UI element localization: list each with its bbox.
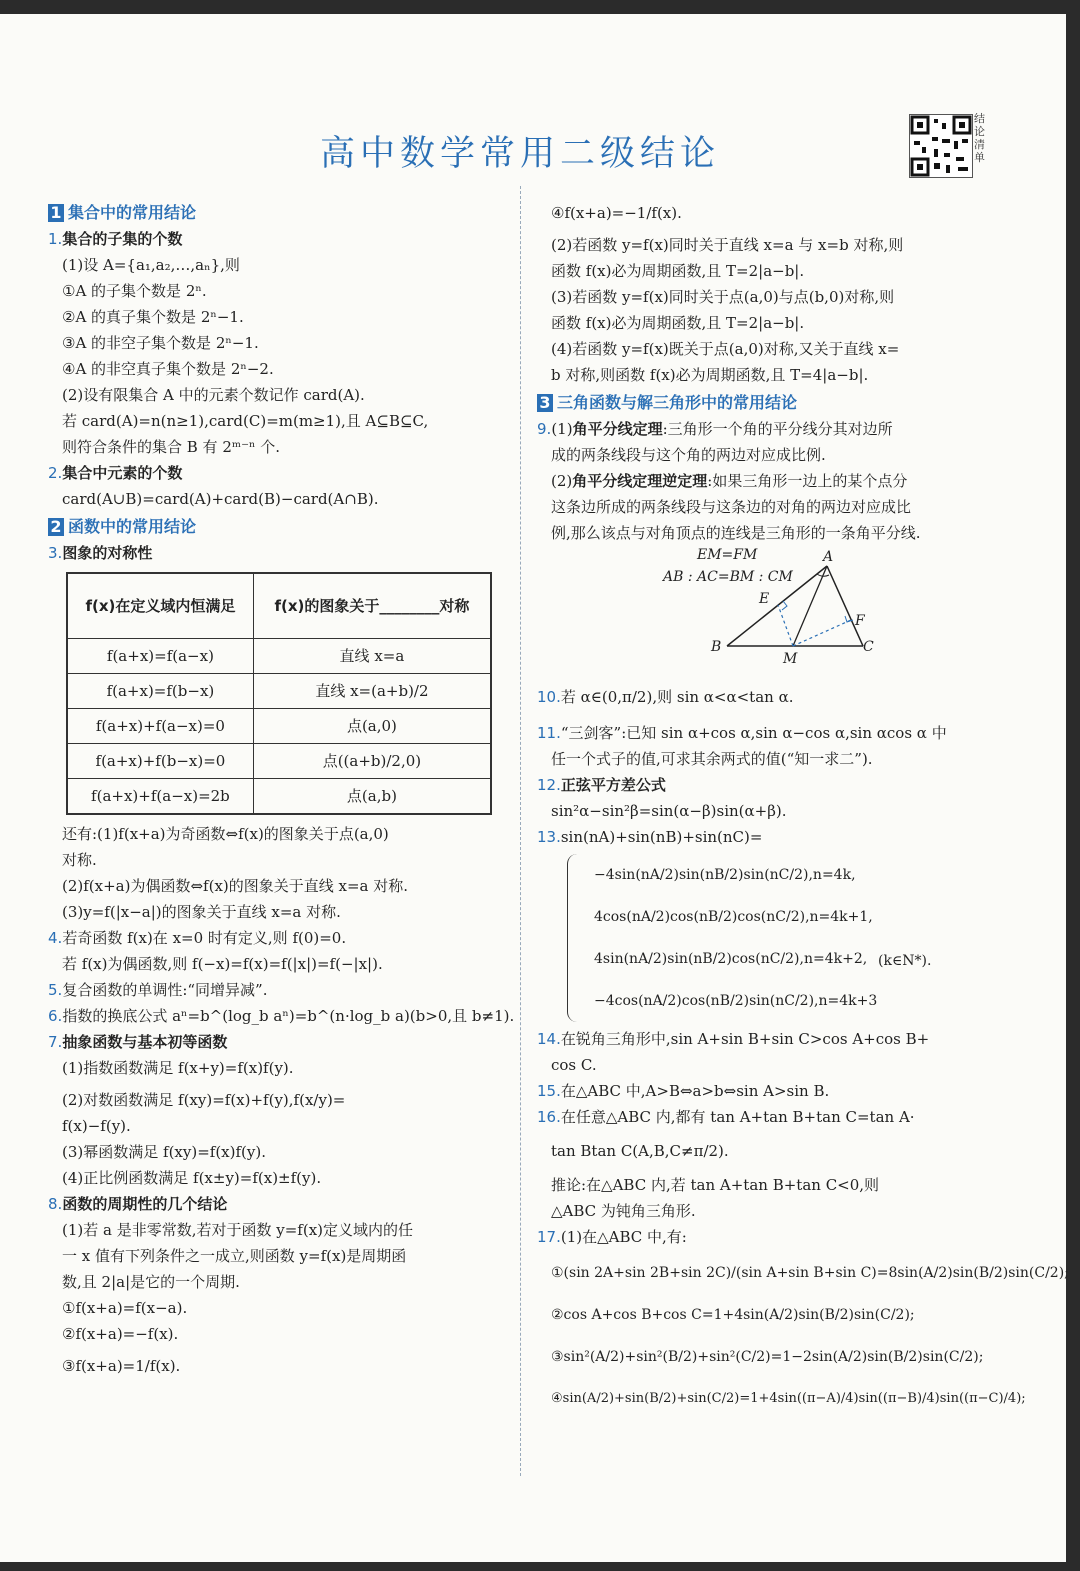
text-line: ③sin²(A/2)+sin²(B/2)+sin²(C/2)=1−2sin(A/2)sin(B/2)sin(C/2); — [551, 1349, 984, 1365]
text-line: ④A 的非空真子集个数是 2ⁿ−2. — [62, 360, 274, 378]
text-line: ③f(x+a)=1/f(x). — [62, 1357, 181, 1375]
text-line: 若 f(x)为偶函数,则 f(−x)=f(x)=f(|x|)=f(−|x|). — [62, 955, 383, 973]
table-cell: 点(a,b) — [253, 779, 491, 815]
item-10: 10.若 α∈(0,π/2),则 sin α<α<tan α. — [537, 688, 794, 706]
figure-label: AB : AC=BM : CM — [663, 569, 793, 585]
text-line: 则符合条件的集合 B 有 2ᵐ⁻ⁿ 个. — [62, 438, 281, 456]
table-cell: f(a+x)+f(a−x)=0 — [67, 709, 253, 744]
table-cell: f(a+x)=f(a−x) — [67, 639, 253, 674]
item-11: 11.“三剑客”:已知 sin α+cos α,sin α−cos α,sin αcos α 中 — [537, 724, 947, 742]
item-14: 14.在锐角三角形中,sin A+sin B+sin C>cos A+cos B+ — [537, 1030, 930, 1048]
item-12-title: 12.正弦平方差公式 — [537, 776, 666, 794]
case-line: 4sin(nA/2)sin(nB/2)cos(nC/2),n=4k+2, — [594, 951, 868, 967]
case-condition: (k∈N*). — [878, 953, 932, 969]
text-line: (3)若函数 y=f(x)同时关于点(a,0)与点(b,0)对称,则 — [551, 288, 895, 306]
text-line: 推论:在△ABC 内,若 tan A+tan B+tan C<0,则 — [551, 1176, 880, 1194]
column-divider — [520, 186, 521, 1476]
symmetry-table — [66, 572, 492, 815]
item-2-title: 2.集合中元素的个数 — [48, 464, 183, 482]
figure-label: C — [863, 639, 874, 655]
text-line: 一 x 值有下列条件之一成立,则函数 y=f(x)是周期函 — [62, 1247, 407, 1265]
text-line: (3)幂函数满足 f(xy)=f(x)f(y). — [62, 1143, 266, 1161]
item-7-title: 7.抽象函数与基本初等函数 — [48, 1033, 228, 1051]
text-line: ①f(x+a)=f(x−a). — [62, 1299, 188, 1317]
text-line: (2)f(x+a)为偶函数⇔f(x)的图象关于直线 x=a 对称. — [62, 877, 409, 895]
text-line: 函数 f(x)必为周期函数,且 T=2|a−b|. — [551, 314, 805, 332]
table-row — [67, 779, 491, 815]
text-line: 数,且 2|a|是它的一个周期. — [62, 1273, 240, 1291]
table-cell: 直线 x=(a+b)/2 — [253, 674, 491, 709]
text-line: (2)对数函数满足 f(xy)=f(x)+f(y),f(x/y)= — [62, 1091, 346, 1109]
table-header-cell: f(x)的图象关于________对称 — [253, 573, 491, 639]
figure-label: B — [711, 639, 722, 655]
table-cell: 点(a,0) — [253, 709, 491, 744]
text-line: (2)设有限集合 A 中的元素个数记作 card(A). — [62, 386, 365, 404]
text-line: △ABC 为钝角三角形. — [551, 1202, 696, 1220]
text-line: ④sin(A/2)+sin(B/2)+sin(C/2)=1+4sin((π−A)/4)sin((π−B)/4)sin((π−C)/4); — [551, 1391, 1026, 1406]
text-line: ①A 的子集个数是 2ⁿ. — [62, 282, 207, 300]
text-line: card(A∪B)=card(A)+card(B)−card(A∩B). — [62, 490, 379, 508]
item-4: 4.若奇函数 f(x)在 x=0 时有定义,则 f(0)=0. — [48, 929, 347, 947]
text-line: (2)若函数 y=f(x)同时关于直线 x=a 与 x=b 对称,则 — [551, 236, 904, 254]
text-line: sin²α−sin²β=sin(α−β)sin(α+β). — [551, 802, 787, 820]
qr-label: 结论清单 — [974, 112, 985, 164]
document-page — [0, 14, 1069, 1562]
figure-label: F — [855, 613, 865, 629]
section-heading-2: 2 函数中的常用结论 — [48, 514, 503, 540]
case-line: 4cos(nA/2)cos(nB/2)cos(nC/2),n=4k+1, — [594, 909, 873, 925]
text-line: (4)若函数 y=f(x)既关于点(a,0)对称,又关于直线 x= — [551, 340, 900, 358]
item-13: 13.sin(nA)+sin(nB)+sin(nC)= — [537, 828, 763, 846]
text-line: f(x)−f(y). — [62, 1117, 131, 1135]
figure-label: E — [759, 591, 770, 607]
text-line: ①(sin 2A+sin 2B+sin 2C)/(sin A+sin B+sin C)=8sin(A/2)sin(B/2)sin(C/2); — [551, 1265, 1069, 1281]
text-line: ②cos A+cos B+cos C=1+4sin(A/2)sin(B/2)sin(C/2); — [551, 1307, 915, 1323]
item-1-title: 1.集合的子集的个数 — [48, 230, 183, 248]
section-heading-1: 1 集合中的常用结论 — [48, 200, 503, 226]
text-line: (3)y=f(|x−a|)的图象关于直线 x=a 对称. — [62, 903, 341, 921]
text-line: 对称. — [62, 851, 97, 869]
text-line: b 对称,则函数 f(x)必为周期函数,且 T=4|a−b|. — [551, 366, 869, 384]
text-line: (1)设 A={a₁,a₂,…,aₙ},则 — [62, 256, 240, 274]
figure-label: M — [783, 651, 798, 667]
table-cell: f(a+x)+f(a−x)=2b — [67, 779, 253, 815]
qr-code — [909, 114, 973, 178]
item-9: 9.(1)角平分线定理:三角形一个角的平分线分其对边所 — [537, 420, 893, 438]
text-line: ③A 的非空子集个数是 2ⁿ−1. — [62, 334, 259, 352]
figure-label: A — [823, 549, 834, 565]
item-5: 5.复合函数的单调性:“同增异减”. — [48, 981, 268, 999]
table-header-row — [67, 573, 491, 639]
item-8-title: 8.函数的周期性的几个结论 — [48, 1195, 228, 1213]
item-17: 17.(1)在△ABC 中,有: — [537, 1228, 687, 1246]
text-line: 成的两条线段与这个角的两边对应成比例. — [551, 446, 826, 464]
text-line: (1)指数函数满足 f(x+y)=f(x)f(y). — [62, 1059, 294, 1077]
table-cell: 点((a+b)/2,0) — [253, 744, 491, 779]
left-column — [48, 198, 515, 1379]
table-cell: 直线 x=a — [253, 639, 491, 674]
right-column — [537, 198, 1069, 1412]
table-row — [67, 639, 491, 674]
section-heading-3: 3 三角函数与解三角形中的常用结论 — [537, 390, 997, 416]
item-15: 15.在△ABC 中,A>B⇔a>b⇔sin A>sin B. — [537, 1082, 830, 1100]
text-line: (2)角平分线定理逆定理:如果三角形一边上的某个点分 — [551, 472, 908, 490]
table-row — [67, 674, 491, 709]
text-line: 这条边所成的两条线段与这条边的对角的两边对应成比 — [551, 498, 912, 516]
table-row — [67, 744, 491, 779]
table-cell: f(a+x)=f(b−x) — [67, 674, 253, 709]
text-line: (1)若 a 是非零常数,若对于函数 y=f(x)定义域内的任 — [62, 1221, 414, 1239]
figure-label: EM=FM — [697, 547, 758, 563]
text-line: 还有:(1)f(x+a)为奇函数⇔f(x)的图象关于点(a,0) — [62, 825, 389, 843]
text-line: 例,那么该点与对角顶点的连线是三角形的一条角平分线. — [551, 524, 921, 542]
angle-bisector-figure — [657, 547, 917, 670]
text-line: 函数 f(x)必为周期函数,且 T=2|a−b|. — [551, 262, 805, 280]
case-line: −4sin(nA/2)sin(nB/2)sin(nC/2),n=4k, — [594, 867, 856, 883]
text-line: (4)正比例函数满足 f(x±y)=f(x)±f(y). — [62, 1169, 322, 1187]
item-3-title: 3.图象的对称性 — [48, 544, 153, 562]
text-line: ②A 的真子集个数是 2ⁿ−1. — [62, 308, 244, 326]
case-line: −4cos(nA/2)cos(nB/2)sin(nC/2),n=4k+3 — [594, 993, 878, 1009]
item-6: 6.指数的换底公式 aⁿ=b^(log_b aⁿ)=b^(n·log_b a)(b>0,且 b≠1). — [48, 1007, 515, 1025]
case-formula — [567, 854, 997, 1022]
text-line: tan Btan C(A,B,C≠π/2). — [551, 1142, 729, 1160]
table-header-cell: f(x)在定义域内恒满足 — [67, 573, 253, 639]
text-line: ②f(x+a)=−f(x). — [62, 1325, 179, 1343]
table-row — [67, 709, 491, 744]
page-title: 高中数学常用二级结论 — [319, 134, 720, 174]
text-line: 任一个式子的值,可求其余两式的值(“知一求二”). — [551, 750, 873, 768]
table-cell: f(a+x)+f(b−x)=0 — [67, 744, 253, 779]
text-line: ④f(x+a)=−1/f(x). — [551, 204, 682, 222]
text-line: cos C. — [551, 1056, 597, 1074]
text-line: 若 card(A)=n(n≥1),card(C)=m(m≥1),且 A⊆B⊆C, — [62, 412, 429, 430]
item-16: 16.在任意△ABC 内,都有 tan A+tan B+tan C=tan A· — [537, 1108, 915, 1126]
